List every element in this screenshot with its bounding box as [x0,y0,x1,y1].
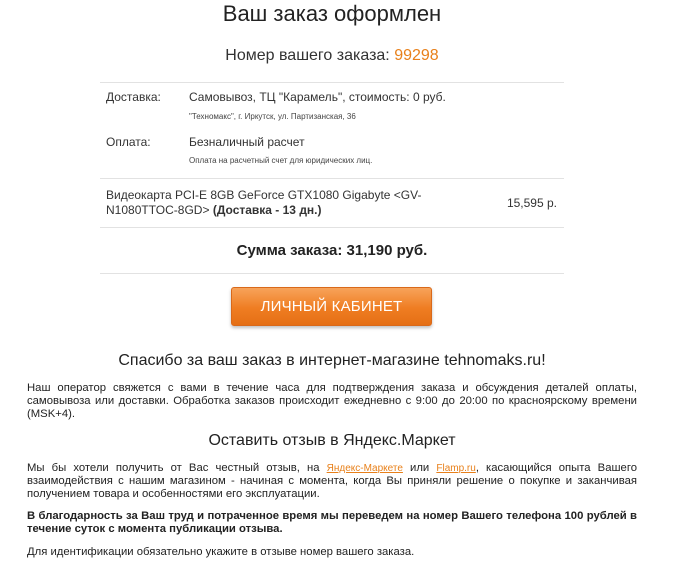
product-title: Видеокарта PCI-E 8GB GeForce GTX1080 Gigabyte <GV-N1080TTOC-8GD> [106,188,422,217]
product-price: 15,595 р. [506,196,557,210]
personal-cabinet-button[interactable]: ЛИЧНЫЙ КАБИНЕТ [231,287,432,326]
order-number-value: 99298 [394,47,439,64]
yandex-market-link[interactable]: Яндекс-Маркете [326,463,403,474]
delivery-label: Доставка: [106,90,161,104]
divider-bottom [100,273,564,274]
order-number-label: Номер вашего заказа: [225,47,390,64]
order-number-line [0,47,664,65]
flamp-link[interactable]: Flamp.ru [436,463,476,474]
delivery-value: Самовывоз, ТЦ "Карамель", стоимость: 0 руб. [189,90,446,104]
product-delivery-time: (Доставка - 13 дн.) [212,203,322,217]
payment-note: Оплата на расчетный счет для юридических лиц. [189,156,373,165]
thanks-heading: Спасибо за ваш заказ в интернет-магазине tehnomaks.ru! [118,352,546,369]
operator-text: Наш оператор свяжется с вами в течение часа для подтверждения заказа и обсуждения деталей оплаты, самовывоза или доставки. Обработка заказов происходит ежедневно с 9:00 до 20:00 по красноярскому времени (MSK+4). [27,382,637,420]
identify-text: Для идентификации обязательно укажите в отзыве номер вашего заказа. [27,546,415,558]
product-name [106,188,456,218]
delivery-address: "Техномакс", г. Иркутск, ул. Партизанская, 36 [189,112,356,121]
payment-value: Безналичный расчет [189,135,305,149]
page-title: Ваш заказ оформлен [222,1,442,26]
review-text-or: или [402,462,437,474]
payment-label: Оплата: [106,135,151,149]
review-text-after: , касающийся опыта Вашего взаимодействия с нашим магазином - начиная с момента, когда Вы приняли решение о покупке и заканчивая получением товара и особенностями его эксплуатации. [27,462,637,500]
order-summary-box [100,82,564,275]
review-heading: Оставить отзыв в Яндекс.Маркет [208,432,456,449]
review-text [27,462,637,501]
divider-top [100,82,564,83]
reward-text: В благодарность за Ваш труд и потраченное время мы переведем на номер Вашего телефона 100 рублей в течение суток с момента публикации отзыва. [27,510,637,535]
review-text-before: Мы бы хотели получить от Вас честный отзыв, на [27,462,327,474]
order-total: Сумма заказа: 31,190 руб. [236,242,428,259]
divider-product-bottom [100,227,564,228]
divider-product-top [100,178,564,179]
